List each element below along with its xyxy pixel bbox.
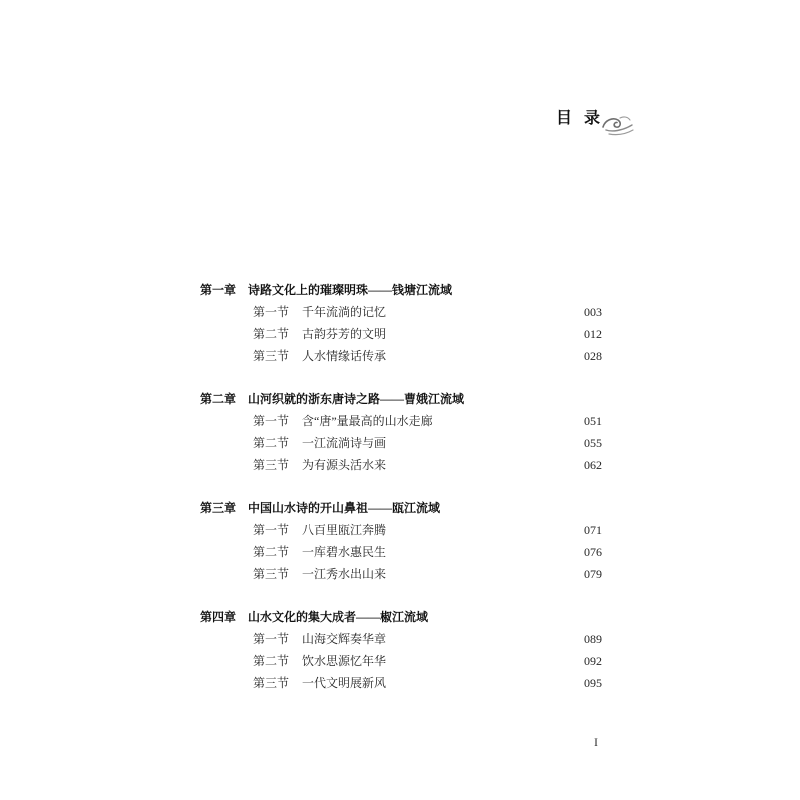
section-title: 千年流淌的记忆	[302, 305, 387, 319]
page-title: 目 录	[556, 110, 605, 127]
chapter-label: 第四章	[200, 610, 237, 624]
toc-entry	[200, 410, 602, 432]
page-number: I	[594, 735, 598, 749]
chapter-4	[200, 606, 602, 694]
toc-entry	[200, 454, 602, 476]
section-title: 含“唐”量最高的山水走廊	[302, 414, 433, 428]
chapter-heading	[200, 388, 602, 410]
section-label: 第三节	[253, 458, 290, 472]
chapter-title: 山水文化的集大成者——椒江流域	[248, 610, 429, 624]
chapter-label: 第三章	[200, 501, 237, 515]
chapter-title: 山河织就的浙东唐诗之路——曹娥江流域	[248, 392, 465, 406]
section-title: 山海交辉奏华章	[302, 632, 387, 646]
toc-entry	[200, 541, 602, 563]
section-page-number: 028	[584, 349, 602, 363]
section-label: 第一节	[253, 305, 290, 319]
section-page-number: 071	[584, 523, 602, 537]
section-page-number: 012	[584, 327, 602, 341]
section-title: 八百里瓯江奔腾	[302, 523, 387, 537]
section-label: 第二节	[253, 545, 290, 559]
section-label: 第三节	[253, 676, 290, 690]
table-of-contents	[200, 279, 602, 715]
chapter-2	[200, 388, 602, 476]
chapter-heading	[200, 279, 602, 301]
section-label: 第二节	[253, 327, 290, 341]
toc-entry	[200, 519, 602, 541]
section-page-number: 003	[584, 305, 602, 319]
toc-entry	[200, 650, 602, 672]
section-label: 第一节	[253, 632, 290, 646]
toc-entry	[200, 672, 602, 694]
section-label: 第三节	[253, 349, 290, 363]
section-page-number: 062	[584, 458, 602, 472]
chapter-3	[200, 497, 602, 585]
section-label: 第二节	[253, 654, 290, 668]
toc-entry	[200, 563, 602, 585]
section-page-number: 051	[584, 414, 602, 428]
chapter-heading	[200, 497, 602, 519]
toc-entry	[200, 323, 602, 345]
section-title: 人水情缘话传承	[302, 349, 387, 363]
section-title: 一江秀水出山来	[302, 567, 387, 581]
toc-entry	[200, 628, 602, 650]
chapter-heading	[200, 606, 602, 628]
section-title: 饮水思源忆年华	[302, 654, 387, 668]
section-label: 第一节	[253, 414, 290, 428]
chapter-1	[200, 279, 602, 367]
section-page-number: 092	[584, 654, 602, 668]
section-label: 第三节	[253, 567, 290, 581]
section-title: 一代文明展新风	[302, 676, 387, 690]
section-title: 为有源头活水来	[302, 458, 387, 472]
section-page-number: 095	[584, 676, 602, 690]
section-title: 一库碧水惠民生	[302, 545, 387, 559]
toc-entry	[200, 432, 602, 454]
chapter-title: 中国山水诗的开山鼻祖——瓯江流域	[248, 501, 441, 515]
section-label: 第一节	[253, 523, 290, 537]
section-page-number: 089	[584, 632, 602, 646]
chapter-label: 第二章	[200, 392, 237, 406]
section-title: 古韵芬芳的文明	[302, 327, 387, 341]
section-page-number: 076	[584, 545, 602, 559]
toc-entry	[200, 345, 602, 367]
section-title: 一江流淌诗与画	[302, 436, 387, 450]
wave-ornament-icon	[600, 110, 634, 138]
section-page-number: 055	[584, 436, 602, 450]
chapter-label: 第一章	[200, 283, 237, 297]
chapter-title: 诗路文化上的璀璨明珠——钱塘江流域	[248, 283, 453, 297]
toc-entry	[200, 301, 602, 323]
section-page-number: 079	[584, 567, 602, 581]
section-label: 第二节	[253, 436, 290, 450]
